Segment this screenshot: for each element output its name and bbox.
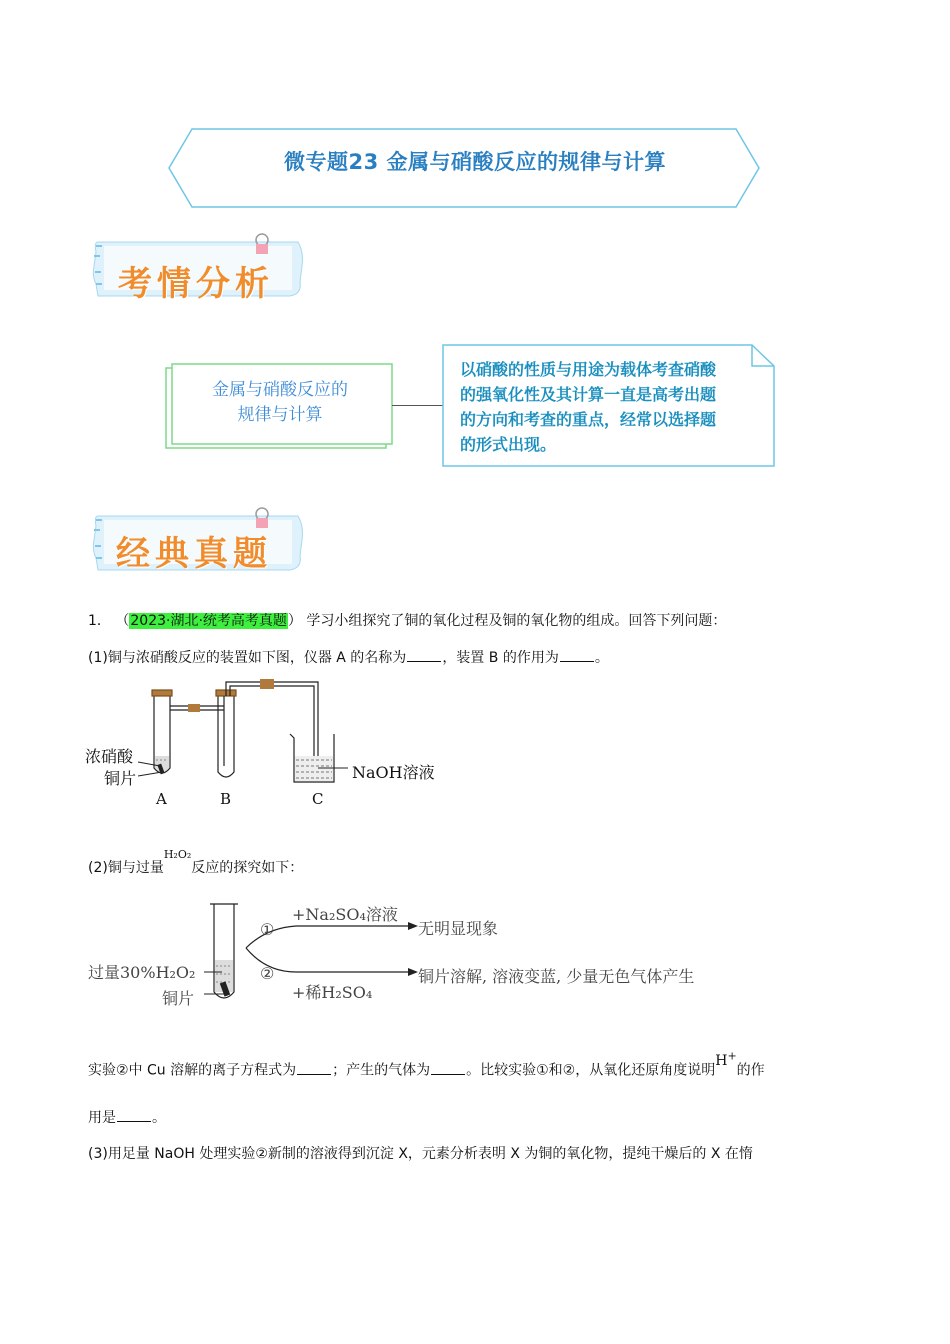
ion-sup: + xyxy=(727,1049,737,1062)
branch1-num: ① xyxy=(260,920,275,939)
description-line-3: 的方向和考查的重点，经常以选择题 xyxy=(460,410,717,429)
label-b: B xyxy=(220,790,232,808)
label-a: A xyxy=(156,790,167,808)
question-stem xyxy=(88,611,726,631)
part2q-e: 用是 xyxy=(88,1110,116,1126)
branch2-add: +稀H₂SO₄ xyxy=(292,983,373,1002)
description-line-2: 的强氧化性及其计算一直是高考出题 xyxy=(460,385,717,404)
stem-text: 学习小组探究了铜的氧化过程及铜的氧化物的组成。回答下列问题： xyxy=(306,613,727,629)
label-naoh: NaOH溶液 xyxy=(352,763,435,782)
description-text xyxy=(460,357,760,457)
classic-tag: 经典真题 xyxy=(116,534,272,574)
connector-line xyxy=(392,405,444,406)
branch2-num: ② xyxy=(260,964,275,983)
blank xyxy=(297,1062,331,1075)
part1-a: (1)铜与浓硝酸反应的装置如下图，仪器 A 的名称为 xyxy=(88,650,407,666)
source-tag: 2023·湖北·统考高考真题 xyxy=(130,613,287,629)
label-reagent: 过量30%H₂O₂ xyxy=(88,963,196,982)
part2-question-cont xyxy=(88,1108,166,1128)
part2-a: (2)铜与过量 xyxy=(88,860,164,876)
source-open: （ xyxy=(115,613,130,629)
part1-text xyxy=(88,648,609,668)
label-copper: 铜片 xyxy=(104,769,137,788)
part1-b: ，装置 B 的作用为 xyxy=(442,650,559,666)
description-line-1: 以硝酸的性质与用途为载体考查硝酸 xyxy=(460,360,717,379)
source-close: ） xyxy=(287,613,302,629)
apparatus-diagram xyxy=(84,672,444,812)
part2-text xyxy=(88,848,304,879)
branch1-result: 无明显现象 xyxy=(418,919,499,938)
part3-text: (3)用足量 NaOH 处理实验②新制的溶液得到沉淀 X，元素分析表明 X 为铜的氧化物，提纯干燥后的 X 在惰 xyxy=(88,1146,753,1162)
formula-h2o2: H₂O₂ xyxy=(163,848,192,861)
label-copper-2: 铜片 xyxy=(162,989,195,1008)
paperclip-icon xyxy=(256,234,268,254)
branch1-add: +Na₂SO₄溶液 xyxy=(292,905,398,924)
part2q-b: ；产生的气体为 xyxy=(332,1062,431,1079)
blank xyxy=(431,1062,465,1075)
part1-c: 。 xyxy=(594,650,609,666)
part2-question xyxy=(88,1049,765,1081)
blank xyxy=(407,649,441,662)
part2q-c: 。比较实验①和②，从氧化还原角度说明 xyxy=(466,1062,716,1079)
topic-line-2: 规律与计算 xyxy=(237,405,323,425)
part2-b: 反应的探究如下： xyxy=(191,860,304,876)
page-title: 微专题23 金属与硝酸反应的规律与计算 xyxy=(283,150,667,174)
branch2-result: 铜片溶解, 溶液变蓝, 少量无色气体产生 xyxy=(418,967,695,986)
part2q-a: 实验②中 Cu 溶解的离子方程式为 xyxy=(88,1062,297,1079)
part2q-d: 的作 xyxy=(736,1062,765,1079)
blank xyxy=(560,649,594,662)
topic-text xyxy=(182,378,378,428)
blank xyxy=(117,1109,151,1122)
part2q-f: 。 xyxy=(152,1110,166,1126)
analysis-tag: 考情分析 xyxy=(118,264,274,304)
ion-h: H xyxy=(715,1052,728,1069)
question-number: 1． xyxy=(88,613,111,629)
label-acid: 浓硝酸 xyxy=(85,747,134,766)
paperclip-icon xyxy=(256,508,268,528)
topic-line-1: 金属与硝酸反应的 xyxy=(212,380,348,400)
label-c: C xyxy=(312,790,324,808)
description-line-4: 的形式出现。 xyxy=(460,435,557,454)
